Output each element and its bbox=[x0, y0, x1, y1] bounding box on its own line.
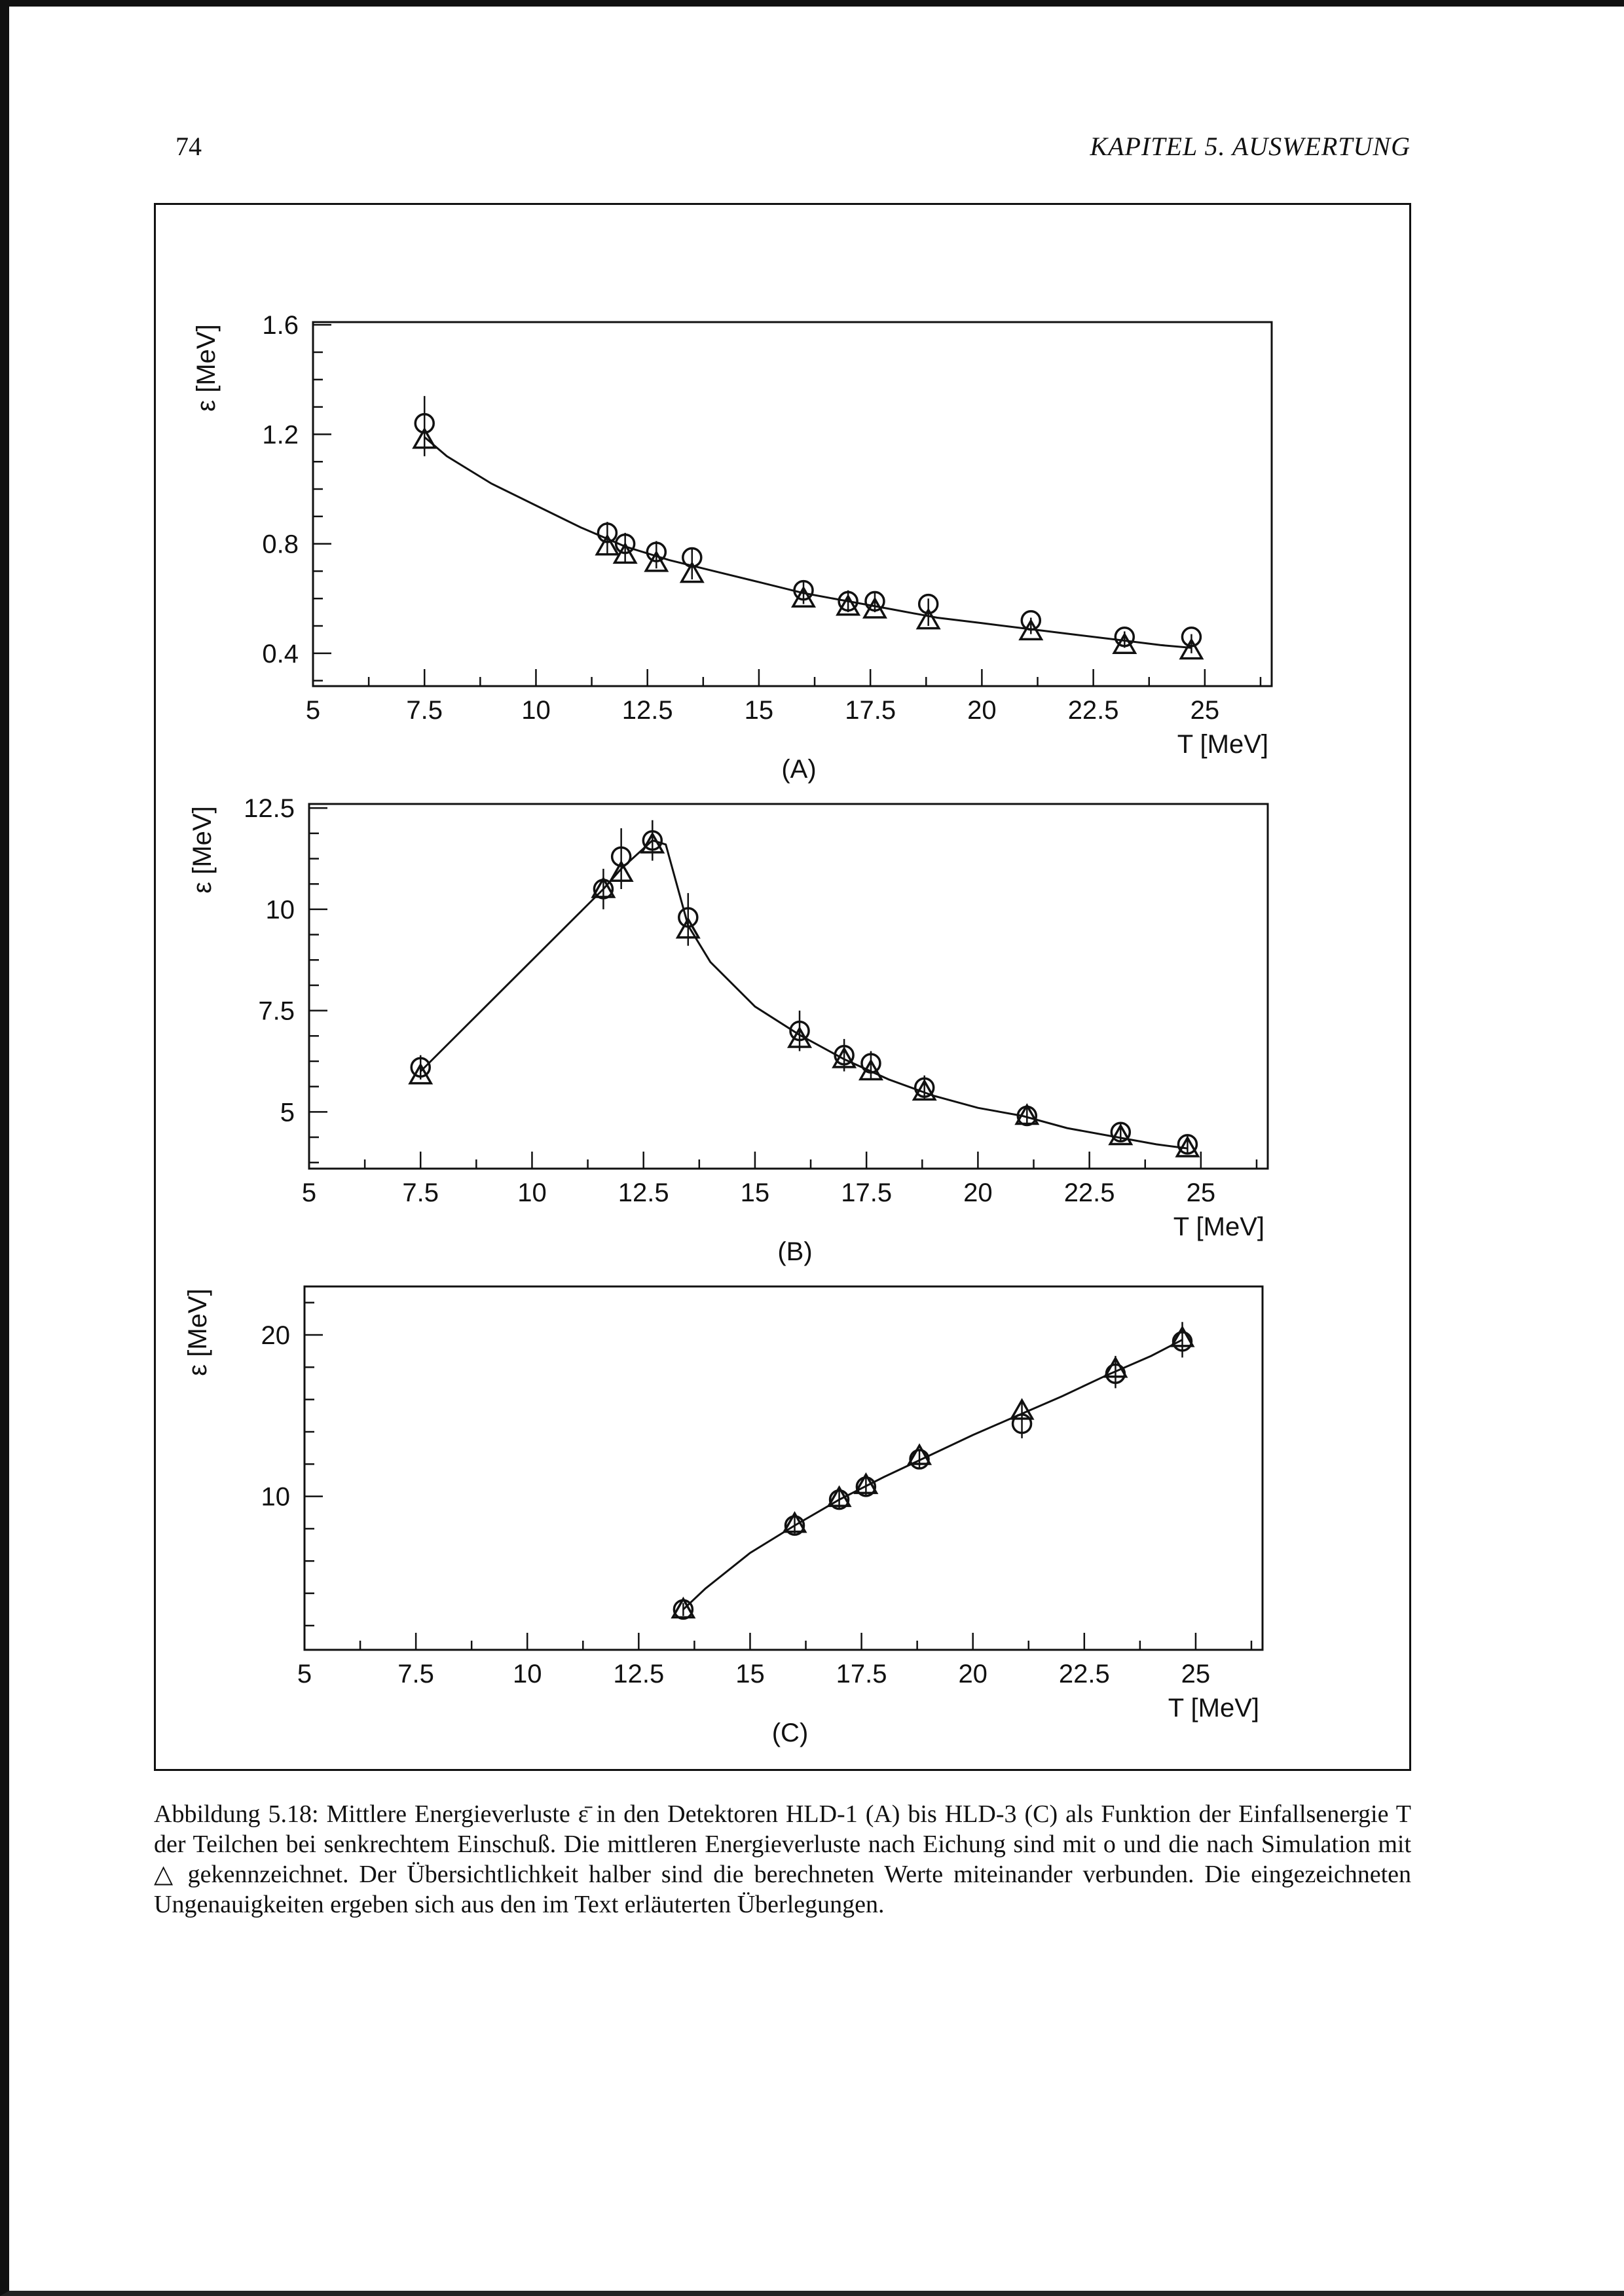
y-tick-label: 5 bbox=[280, 1098, 295, 1127]
x-tick-label: 20 bbox=[967, 696, 997, 725]
x-tick-label: 12.5 bbox=[618, 1178, 669, 1207]
panel-label: (A) bbox=[781, 755, 817, 784]
plot-frame bbox=[309, 804, 1268, 1169]
chart-panel-3 bbox=[183, 1286, 1263, 1747]
panel-label: (B) bbox=[777, 1237, 813, 1266]
y-tick-label: 1.2 bbox=[262, 420, 299, 450]
x-tick-label: 17.5 bbox=[841, 1178, 893, 1207]
x-tick-label: 10 bbox=[517, 1178, 547, 1207]
connecting-curve bbox=[420, 841, 1187, 1148]
x-tick-label: 12.5 bbox=[621, 696, 673, 725]
panel-label: (C) bbox=[771, 1719, 809, 1747]
connecting-curve bbox=[424, 437, 1191, 648]
connecting-curve bbox=[683, 1339, 1182, 1609]
plot-frame bbox=[304, 1286, 1263, 1650]
y-tick-label: 0.8 bbox=[262, 530, 299, 559]
x-axis-label: T [MeV] bbox=[1168, 1694, 1259, 1722]
x-tick-label: 25 bbox=[1186, 1178, 1216, 1207]
x-tick-label: 7.5 bbox=[397, 1660, 434, 1688]
x-tick-label: 17.5 bbox=[836, 1660, 887, 1688]
x-tick-label: 12.5 bbox=[613, 1660, 665, 1688]
y-tick-label: 12.5 bbox=[244, 794, 295, 824]
y-tick-label: 7.5 bbox=[258, 996, 295, 1026]
x-tick-label: 22.5 bbox=[1063, 1178, 1115, 1207]
x-tick-label: 22.5 bbox=[1058, 1660, 1110, 1688]
page-number: 74 bbox=[175, 132, 202, 161]
y-axis-label: ε [MeV] bbox=[192, 324, 221, 412]
y-axis-label: ε [MeV] bbox=[183, 1288, 212, 1376]
y-tick-label: 10 bbox=[265, 895, 295, 924]
x-tick-label: 5 bbox=[301, 1178, 317, 1207]
x-axis-label: T [MeV] bbox=[1177, 730, 1268, 759]
x-tick-label: 15 bbox=[740, 1178, 770, 1207]
chart-panel-2 bbox=[188, 794, 1268, 1266]
x-tick-label: 25 bbox=[1190, 696, 1220, 725]
x-tick-label: 15 bbox=[735, 1660, 765, 1688]
x-tick-label: 20 bbox=[963, 1178, 993, 1207]
x-tick-label: 17.5 bbox=[845, 696, 896, 725]
x-tick-label: 5 bbox=[305, 696, 321, 725]
x-tick-label: 5 bbox=[297, 1660, 312, 1688]
x-tick-label: 15 bbox=[744, 696, 774, 725]
x-tick-label: 10 bbox=[521, 696, 551, 725]
plot-frame bbox=[313, 322, 1272, 686]
x-tick-label: 7.5 bbox=[406, 696, 443, 725]
x-tick-label: 7.5 bbox=[402, 1178, 439, 1207]
y-tick-label: 20 bbox=[261, 1321, 290, 1350]
y-tick-label: 0.4 bbox=[262, 639, 299, 668]
y-tick-label: 10 bbox=[261, 1482, 290, 1512]
x-axis-label: T [MeV] bbox=[1173, 1212, 1264, 1241]
y-axis-label: ε [MeV] bbox=[188, 806, 217, 894]
x-tick-label: 25 bbox=[1181, 1660, 1211, 1688]
x-tick-label: 10 bbox=[512, 1660, 542, 1688]
chart-panel-1 bbox=[192, 311, 1272, 784]
x-tick-label: 22.5 bbox=[1067, 696, 1119, 725]
figure-caption: Abbildung 5.18: Mittlere Energieverluste ε̄ in den Detektoren HLD-1 (A) bis HLD-3 (C) als Funktion der Einfallsenergie T der Teilchen bei senkrechtem Einschuß. Die mittleren Energieverluste nach Eichung sind mit o und die nach Simulation mit △ gekennzeichnet. Der Übersichtlichkeit halber sind die berechneten Werte miteinander verbunden. Die eingezeichneten Ungenauigkeiten ergeben sich aus den im Text erläuterten Überlegungen. bbox=[154, 1800, 1411, 1918]
x-tick-label: 20 bbox=[958, 1660, 987, 1688]
running-title: KAPITEL 5. AUSWERTUNG bbox=[1090, 132, 1411, 161]
y-tick-label: 1.6 bbox=[262, 311, 299, 340]
